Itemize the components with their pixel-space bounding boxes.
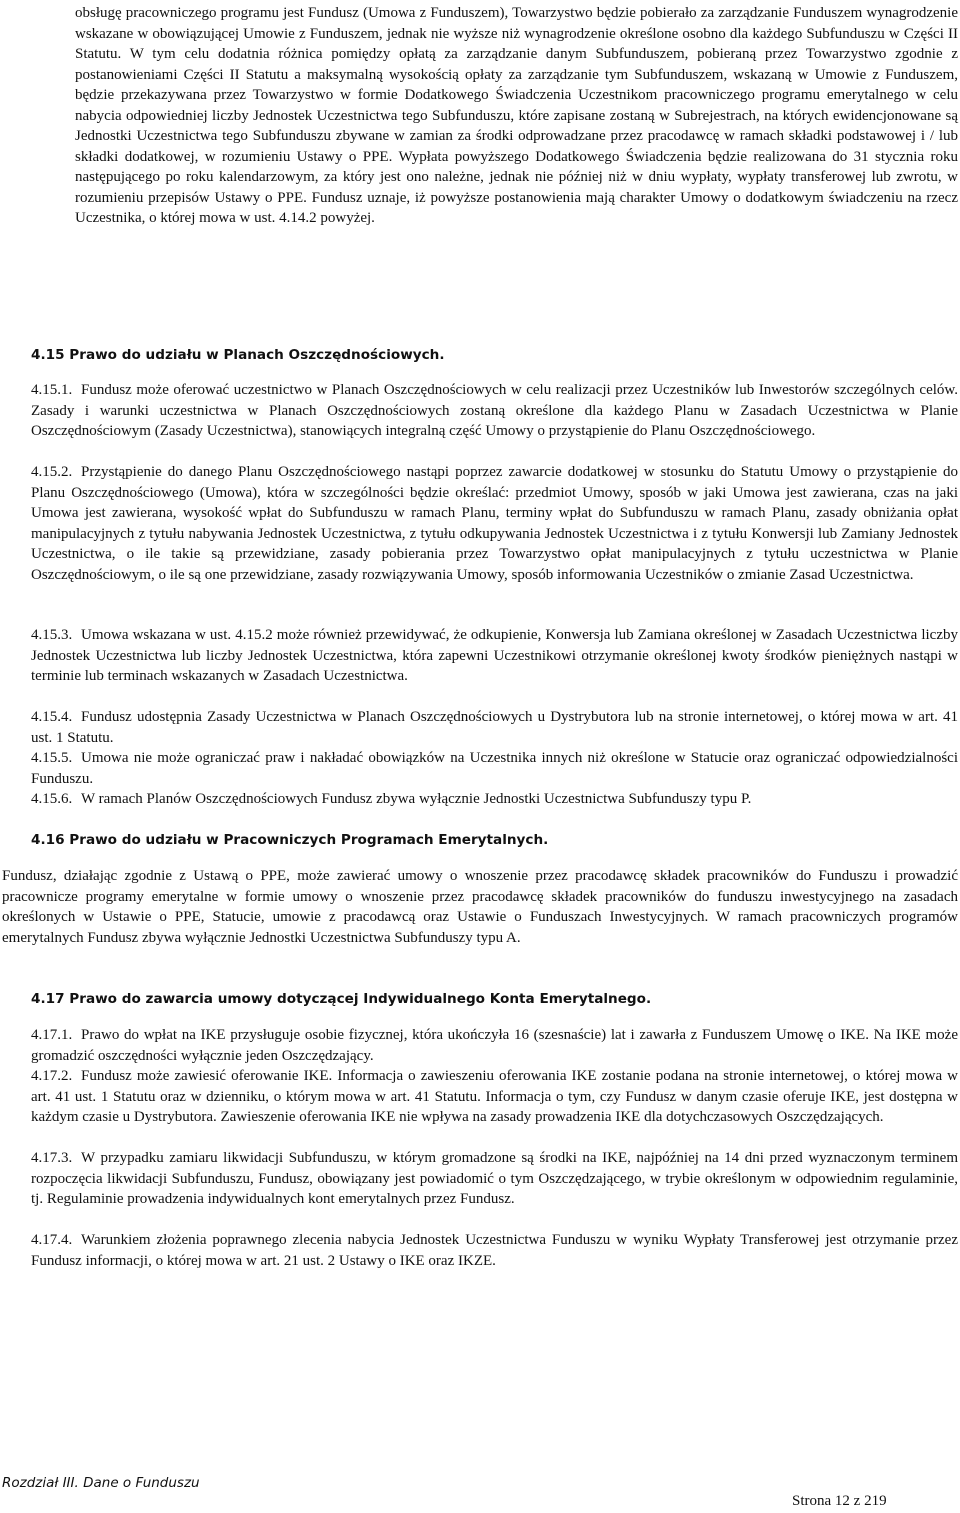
item-text: Fundusz udostępnia Zasady Uczestnictwa w Planach Oszczędnościowych u Dystrybutora lub na stronie internetowej, o której mowa w art. 41 ust. 1 Statutu. [31,709,958,746]
footer-chapter: Rozdział III. Dane o Funduszu [2,1475,200,1491]
list-item [31,625,958,687]
item-number: 4.15.3. [31,627,73,643]
list-item [31,380,958,442]
item-number: 4.17.3. [31,1150,73,1166]
item-text: Umowa nie może ograniczać praw i nakładać obowiązków na Uczestnika innych niż określone w Statucie oraz ograniczać odpowiedzialności Funduszu. [31,750,958,787]
list-item [31,1025,958,1066]
section-4-16-paragraph: Fundusz, działając zgodnie z Ustawą o PPE, może zawierać umowy o wnoszenie przez pracodawcę składek pracowników do Funduszu i prowadzić pracownicze programy emerytalne w formie umowy o wnoszenie przez pracodawcę składek pracowników do funduszu inwestycyjnego na zasadach określonych w Ustawie o PPE, Statucie, umowie z pracodawcą oraz Ustawie o Funduszach Inwestycyjnych. W ramach pracowniczych programów emerytalnych Fundusz zbywa wyłącznie Jednostki Uczestnictwa Subfunduszy typu A. [2,868,958,946]
item-number: 4.17.1. [31,1027,73,1043]
item-number: 4.15.4. [31,709,73,725]
page-number: Strona 12 z 219 [792,1493,887,1509]
list-item [31,789,958,810]
item-text: Prawo do wpłat na IKE przysługuje osobie fizycznej, która ukończyła 16 (szesnaście) lat i zawarła z Funduszem Umowę o IKE. Na IKE może gromadzić oszczędności wyłącznie jeden Oszczędzający. [31,1027,958,1064]
item-text: Fundusz może zawiesić oferowanie IKE. Informacja o zawieszeniu oferowania IKE zostanie podana na stronie internetowej, o której mowa w art. 41 ust. 1 Statutu oraz w dzienniku, o którym mowa w art. 41 Statutu. Informacja o tym, czy Fundusz w danym czasie oferuje IKE, jest dostępna w każdym czasie u Dystrybutora. Zawieszenie oferowania IKE nie wpływa na zasady prowadzenia IKE dla dotychczasowych Oszczędzających. [31,1068,958,1125]
list-item [31,1148,958,1210]
item-number: 4.15.5. [31,750,73,766]
item-text: Fundusz może oferować uczestnictwo w Planach Oszczędnościowych w celu realizacji przez Uczestników lub Inwestorów szczególnych celów. Zasady i warunki uczestnictwa w Planach Oszczędnościowych zostaną określone dla każdego Planu w Zasadach Uczestnictwa w Planie Oszczędnościowym (Zasady Uczestnictwa), stanowiących integralną część Umowy o przystąpienie do Planu Oszczędnościowego. [31,382,958,439]
item-text: Przystąpienie do danego Planu Oszczędnościowego nastąpi poprzez zawarcie dodatkowej w stosunku do Statutu Umowy o przystąpienie do Planu Oszczędnościowego (Umowa), która w szczególności będzie określać: przedmiot Umowy, sposób w jaki Umowa jest zawierana, czas na jaki Umowa jest zawierana, wysokość wpłat do Subfunduszu w ramach Planu, terminy wpłat do Subfunduszu w ramach Planu, zasady obniżania opłat manipulacyjnych z tytułu nabywania Jednostek Uczestnictwa, z tytułu odkupywania Jednostek Uczestnictwa i z tytułu Konwersji lub Zamiany Jednostek Uczestnictwa, o ile takie są przewidziane, zasady pobierania przez Towarzystwo opłat manipulacyjnych z tytułu uczestnictwa w Planie Oszczędnościowym, o ile są one przewidziane, zasady rozwiązywania Umowy, sposób informowania Uczestników o zmianie Zasad Uczestnictwa. [31,464,958,583]
list-item [31,1230,958,1271]
list-item [31,462,958,585]
item-text: W ramach Planów Oszczędnościowych Fundusz zbywa wyłącznie Jednostki Uczestnictwa Subfunduszy typu P. [81,791,752,807]
section-heading-4-15: 4.15 Prawo do udziału w Planach Oszczędnościowych. [31,347,445,363]
item-text: W przypadku zamiaru likwidacji Subfunduszu, w którym gromadzone są środki na IKE, najpóźniej na 14 dni przed wyznaczonym terminem rozpoczęcia likwidacji Subfunduszu, Fundusz, obowiązany jest powiadomić o tym Oszczędzającego, w trybie określonym w odpowiednim regulaminie, tj. Regulaminie prowadzenia indywidualnych kont emerytalnych przez Fundusz. [31,1150,958,1207]
item-text: Warunkiem złożenia poprawnego zlecenia nabycia Jednostek Uczestnictwa Funduszu w wyniku Wypłaty Transferowej jest otrzymanie przez Fundusz informacji, o której mowa w art. 21 ust. 2 Ustawy o IKE oraz IKZE. [31,1232,958,1269]
item-number: 4.17.2. [31,1068,73,1084]
item-number: 4.15.6. [31,791,73,807]
list-item [31,707,958,748]
list-item [31,1066,958,1128]
item-number: 4.15.2. [31,464,73,480]
section-heading-4-17: 4.17 Prawo do zawarcia umowy dotyczącej Indywidualnego Konta Emerytalnego. [31,991,652,1007]
section-heading-4-16: 4.16 Prawo do udziału w Pracowniczych Programach Emerytalnych. [31,832,549,848]
item-number: 4.15.1. [31,382,73,398]
item-number: 4.17.4. [31,1232,73,1248]
list-item [31,748,958,789]
intro-paragraph: obsługę pracowniczego programu jest Fundusz (Umowa z Funduszem), Towarzystwo będzie pobierało za zarządzanie Funduszem wynagrodzenie wskazane w obowiązującej Umowie z Funduszem, jednak nie wyższe niż wynagrodzenie określone osobno dla każdego Subfunduszu w Części II Statutu. W tym celu dodatnia różnica pomiędzy opłatą za zarządzanie danym Subfunduszem, pobieraną przez Towarzystwo zgodnie z postanowieniami Części II Statutu a maksymalną wysokością opłaty za zarządzanie tym Subfunduszem, wskazaną w Umowie z Funduszem, będzie przekazywana przez Towarzystwo w formie Dodatkowego Świadczenia Uczestnikom pracowniczego programu emerytalnego w celu nabycia odpowiedniej liczby Jednostek Uczestnictwa tego Subfunduszu, które zapisane zostaną w Subrejestrach, na których ewidencjonowane są Jednostki Uczestnictwa tego Subfunduszu zbywane w zamian za środki odprowadzane przez pracodawcę w ramach składki podstawowej i / lub składki dodatkowej, w rozumieniu Ustawy o PPE. Wypłata powyższego Dodatkowego Świadczenia będzie realizowana do 31 stycznia roku następującego po roku kalendarzowym, za który jest ono należne, jednak nie później niż w dniu wypłaty, wypłaty transferowej lub zwrotu, w rozumieniu przepisów Ustawy o PPE. Fundusz uznaje, iż powyższe postanowienia mają charakter Umowy o dodatkowym świadczeniu na rzecz Uczestnika, o której mowa w ust. 4.14.2 powyżej. [75,5,958,226]
item-text: Umowa wskazana w ust. 4.15.2 może również przewidywać, że odkupienie, Konwersja lub Zamiana określonej w Zasadach Uczestnictwa liczby Jednostek Uczestnictwa lub liczby Jednostek Uczestnictwa, która zapewni Uczestnikowi otrzymanie określonej kwoty środków pieniężnych nastąpi w terminie lub terminach wskazanych w Zasadach Uczestnictwa. [31,627,958,684]
